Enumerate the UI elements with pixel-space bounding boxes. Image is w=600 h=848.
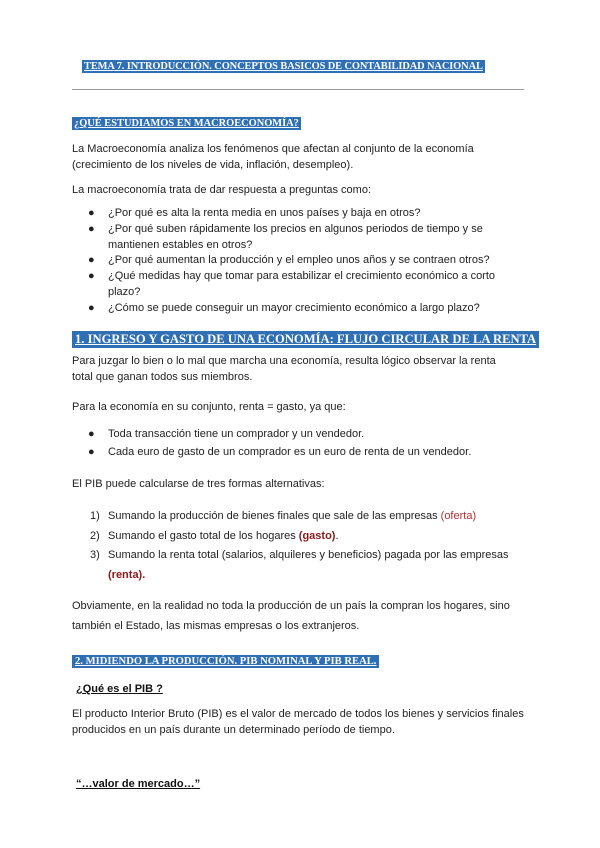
- paragraph-production-buyers: Obviamente, en la realidad no toda la producción de un país la compran los hogares, sino también el Estado, las mismas empresas o los extranjeros.: [72, 600, 510, 632]
- bullet-icon: ●: [88, 446, 95, 458]
- title-divider: [72, 89, 524, 90]
- paragraph-income-equals-spending: Para la economía en su conjunto, renta = gasto, ya que:: [72, 401, 346, 413]
- subheading-what-is-pib: ¿Qué es el PIB ?: [76, 683, 163, 695]
- list-item: ● ¿Cómo se puede conseguir un mayor crecimiento económico a largo plazo?: [72, 301, 512, 317]
- paragraph-pib-methods-intro: El PIB puede calcularse de tres formas alternativas:: [72, 478, 325, 490]
- list-item: ● Toda transacción tiene un comprador y un vendedor.: [72, 425, 522, 443]
- section-heading-macro: ¿QUÉ ESTUDIAMOS EN MACROECONOMÍA?: [74, 118, 299, 129]
- section-heading-income-spending: 1. INGRESO Y GASTO DE UNA ECONOMÍA: FLUJO CIRCULAR DE LA RENTA: [72, 331, 539, 348]
- paragraph-income-judgement: Para juzgar lo bien o lo mal que marcha una economía, resulta lógico observar la renta total que ganan todos sus miembros.: [72, 355, 496, 383]
- highlight-gasto: (gasto): [298, 529, 336, 542]
- paragraph-pib-definition: El producto Interior Bruto (PIB) es el valor de mercado de todos los bienes y servicios finales producidos en un país durante un determinado período de tiempo.: [72, 708, 524, 736]
- question-list: [72, 206, 512, 317]
- bullet-icon: ●: [88, 207, 95, 219]
- section-heading-measuring-production: 2. MIDIENDO LA PRODUCCIÓN. PIB NOMINAL Y PIB REAL.: [72, 655, 379, 668]
- list-item: ● Cada euro de gasto de un comprador es un euro de renta de un vendedor.: [72, 443, 522, 461]
- paragraph-macro-definition: La Macroeconomía analiza los fenómenos que afectan al conjunto de la economía (crecimiento de los niveles de vida, inflación, desempleo).: [72, 143, 474, 171]
- document-title: TEMA 7. INTRODUCCIÓN. CONCEPTOS BASICOS DE CONTABILIDAD NACIONAL: [84, 61, 483, 72]
- list-item: 1) Sumando la producción de bienes finales que sale de las empresas (oferta): [90, 510, 477, 522]
- highlight-renta: (renta): [108, 568, 143, 581]
- bullet-icon: ●: [88, 222, 95, 235]
- list-item: ● ¿Por qué suben rápidamente los precios en algunos periodos de tiempo y se mantienen estables en otros?: [88, 222, 483, 251]
- bullet-icon: ●: [88, 270, 95, 283]
- list-item: ● ¿Qué medidas hay que tomar para estabilizar el crecimiento económico a corto plazo?: [88, 270, 496, 298]
- pib-methods-list: [72, 507, 522, 585]
- paragraph-macro-questions-intro: La macroeconomía trata de dar respuesta a preguntas como:: [72, 184, 372, 196]
- bullet-icon: ●: [88, 428, 95, 440]
- transaction-list: [72, 425, 522, 461]
- bullet-icon: ●: [88, 254, 95, 267]
- subheading-market-value: “…valor de mercado…”: [76, 778, 201, 790]
- list-item: 3) Sumando la renta total (salarios, alquileres y beneficios) pagada por las empresas (renta).: [90, 549, 509, 581]
- list-item: 2) Sumando el gasto total de los hogares (gasto).: [90, 529, 339, 542]
- bullet-icon: ●: [88, 301, 95, 314]
- list-item: ● ¿Por qué es alta la renta media en unos países y baja en otros?: [72, 206, 512, 222]
- highlight-oferta: (oferta): [440, 510, 477, 522]
- list-item: ● ¿Por qué aumentan la producción y el empleo unos años y se contraen otros?: [72, 253, 512, 269]
